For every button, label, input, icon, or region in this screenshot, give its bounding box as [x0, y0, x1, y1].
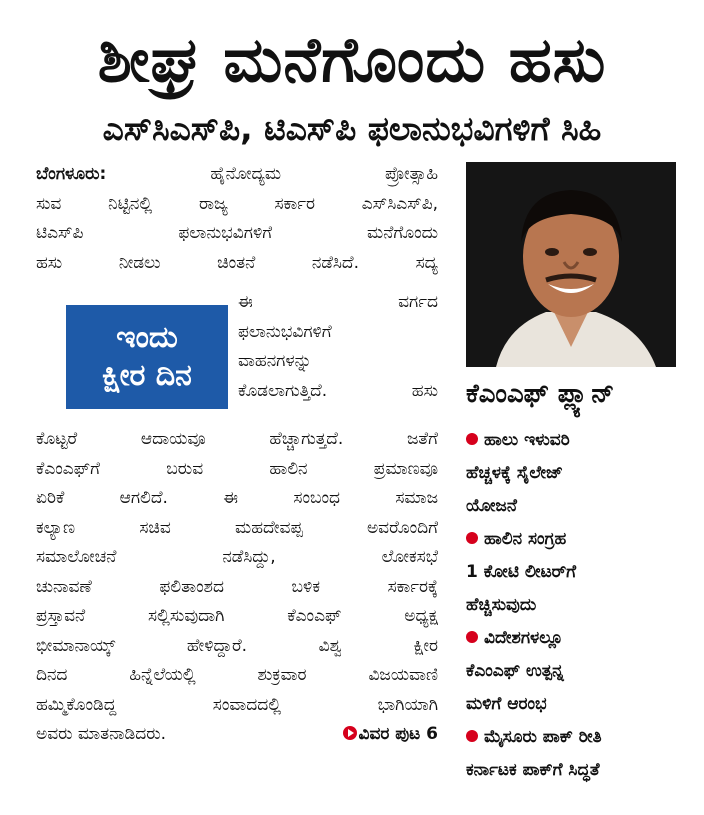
- article-line: ಈ ವರ್ಗದ: [238, 292, 438, 312]
- subheadline: ಎಸ್‌ಸಿಎಸ್‌ಪಿ, ಟಿಎಸ್‌ಪಿ ಫಲಾನುಭವಿಗಳಿಗೆ ಸಿಹಿ: [102, 109, 602, 148]
- sidebar-item-line: ಯೋಜನೆ: [466, 496, 517, 516]
- bullet-icon: [466, 532, 478, 544]
- box-line-1: ಇಂದು: [116, 320, 178, 355]
- sidebar-item-line: ಹಾಲು ಇಳುವರಿ: [484, 430, 570, 450]
- article-last-text: ಅವರು ಮಾತನಾಡಿದರು.: [36, 724, 167, 744]
- article-line: ಕೊಟ್ಟರೆ ಆದಾಯವೂ ಹೆಚ್ಚಾಗುತ್ತದೆ. ಜತೆಗೆ: [36, 429, 438, 449]
- bullet-icon: [466, 730, 478, 742]
- headline: ಶೀಘ್ರ ಮನೆಗೊಂದು ಹಸು: [97, 23, 607, 96]
- continued-label: ವಿವರ ಪುಟ 6: [358, 724, 438, 744]
- sidebar-item-line: ಹಾಲಿನ ಸಂಗ್ರಹ: [484, 529, 567, 549]
- sidebar-item-line: ಕೆಎಂಎಫ್ ಉತ್ಪನ್ನ: [466, 661, 564, 681]
- article-line: ಏರಿಕೆ ಆಗಲಿದೆ. ಈ ಸಂಬಂಧ ಸಮಾಜ: [36, 488, 438, 508]
- article-line: ಫಲಾನುಭವಿಗಳಿಗೆ: [238, 321, 332, 342]
- sidebar-item-line: ಮೈಸೂರು ಪಾಕ್ ರೀತಿ: [484, 727, 602, 747]
- article-line: ಚುನಾವಣೆ ಫಲಿತಾಂಶದ ಬಳಿಕ ಸರ್ಕಾರಕ್ಕೆ: [36, 576, 438, 597]
- article-line: ಕೊಡಲಾಗುತ್ತಿದೆ. ಹಸು: [238, 380, 438, 401]
- article-text: ಹೈನೋದ್ಯಮ ಪ್ರೋತ್ಸಾಹಿ: [210, 164, 438, 184]
- bullet-icon: [466, 631, 478, 643]
- article-line: ಹಸು ನೀಡಲು ಚಿಂತನೆ ನಡೆಸಿದೆ. ಸದ್ಯ: [36, 252, 438, 273]
- article-body-lower: [36, 425, 438, 750]
- sidebar-item-line: ಕರ್ನಾಟಕ ಪಾಕ್‌ಗೆ ಸಿದ್ಧತೆ: [466, 760, 600, 780]
- arrow-right-icon: [343, 726, 357, 740]
- milk-day-box: [66, 305, 228, 409]
- sidebar-item-line: ಹೆಚ್ಚಳಕ್ಕೆ ಸೈಲೇಜ್: [466, 463, 563, 483]
- sidebar-item: [466, 424, 684, 457]
- article-line: ಹಮ್ಮಿಕೊಂಡಿದ್ದ ಸಂವಾದದಲ್ಲಿ ಭಾಗಿಯಾಗಿ: [36, 694, 438, 715]
- person-portrait-image: [466, 162, 676, 367]
- sidebar-item: [466, 622, 684, 655]
- sidebar-item-line: 1 ಕೋಟಿ ಲೀಟರ್‌ಗೆ: [466, 562, 577, 582]
- bullet-icon: [466, 433, 478, 445]
- person-photo: [466, 162, 676, 367]
- sidebar-item-line: ವಿದೇಶಗಳಲ್ಲೂ: [484, 628, 564, 648]
- article-line: ಕಲ್ಯಾಣ ಸಚಿವ ಮಹದೇವಪ್ಪ ಅವರೊಂದಿಗೆ: [36, 517, 438, 538]
- article-body-narrow: [238, 288, 438, 406]
- article-line: ಕೆಎಂಎಫ್‌ಗೆ ಬರುವ ಹಾಲಿನ ಪ್ರಮಾಣವೂ: [36, 458, 438, 479]
- continued-link[interactable]: [343, 720, 438, 750]
- article-line: ವಾಹನಗಳನ್ನು: [238, 351, 312, 371]
- article-line: [36, 720, 438, 750]
- box-line-2: ಕ್ಷೀರ ದಿನ: [102, 358, 192, 393]
- sidebar-item-line: ಹೆಚ್ಚಿಸುವುದು: [466, 595, 537, 615]
- sidebar-item: [466, 523, 684, 556]
- article-body: [36, 160, 438, 278]
- sidebar-item: [466, 721, 684, 754]
- sidebar-list: [466, 424, 684, 787]
- article-line: ಸಮಾಲೋಚನೆ ನಡೆಸಿದ್ದು, ಲೋಕಸಭೆ: [36, 547, 438, 567]
- article-line: ಟಿಎಸ್‌ಪಿ ಫಲಾನುಭವಿಗಳಿಗೆ ಮನೆಗೊಂದು: [36, 223, 438, 243]
- sidebar-title: ಕೆಎಂಎಫ್ ಪ್ಲ್ಯಾನ್: [466, 379, 615, 409]
- article-line: ಸುವ ನಿಟ್ಟಿನಲ್ಲಿ ರಾಜ್ಯ ಸರ್ಕಾರ ಎಸ್‌ಸಿಎಸ್‌ಪಿ,: [36, 193, 438, 214]
- article-line: ಭೀಮಾನಾಯ್ಕ್ ಹೇಳಿದ್ದಾರೆ. ವಿಶ್ವ ಕ್ಷೀರ: [36, 635, 438, 656]
- dateline: ಬೆಂಗಳೂರು:: [36, 164, 107, 184]
- article-line: ಪ್ರಸ್ತಾವನೆ ಸಲ್ಲಿಸುವುದಾಗಿ ಕೆಎಂಎಫ್ ಅಧ್ಯಕ್ಷ: [36, 606, 438, 626]
- sidebar-item-line: ಮಳಿಗೆ ಆರಂಭ: [466, 694, 547, 714]
- article-line: [36, 160, 438, 190]
- article-line: ದಿನದ ಹಿನ್ನೆಲೆಯಲ್ಲಿ ಶುಕ್ರವಾರ ವಿಜಯವಾಣಿ: [36, 665, 438, 685]
